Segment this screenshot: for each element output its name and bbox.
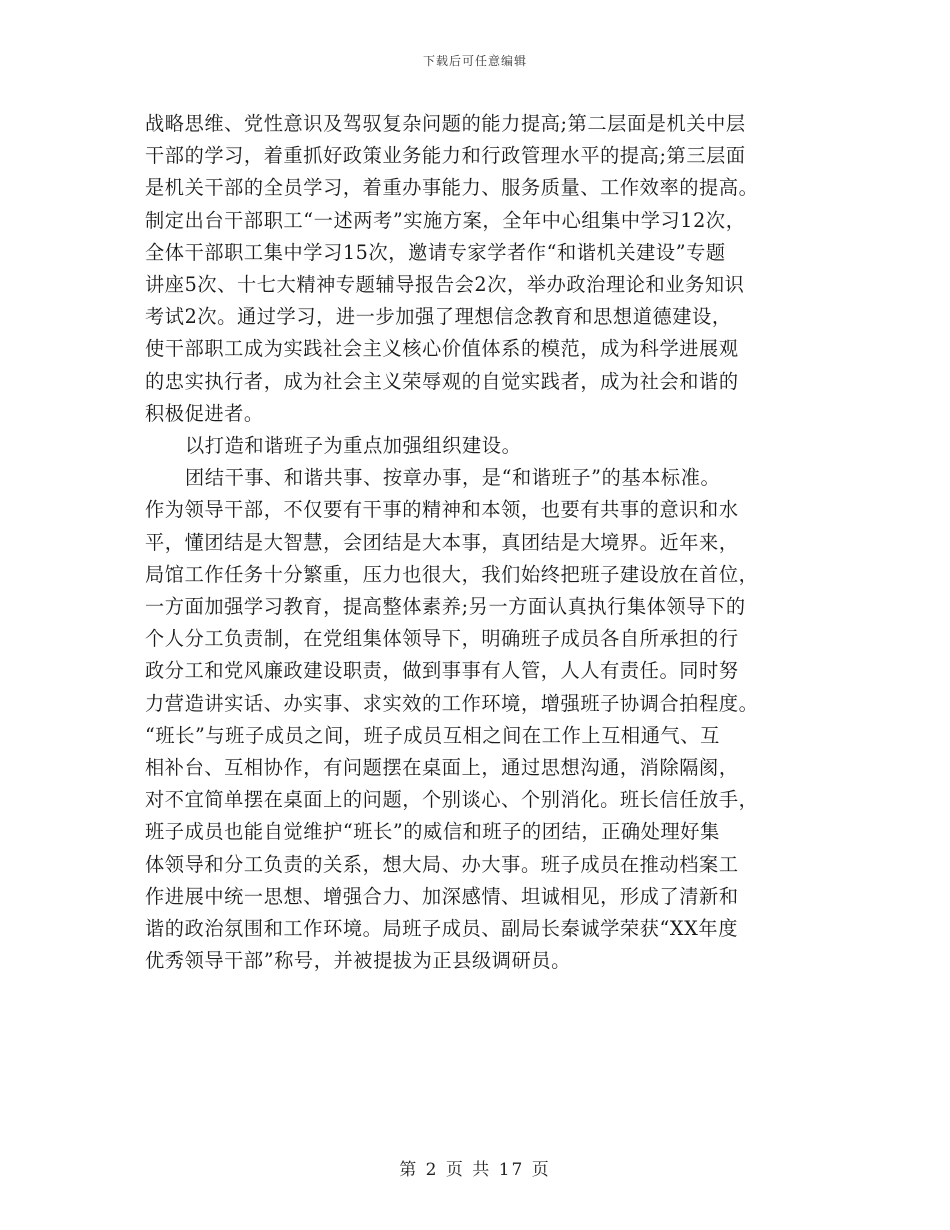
text-line: 局馆工作任务十分繁重，压力也很大，我们始终把班子建设放在首位， bbox=[145, 562, 759, 586]
text-line: 的忠实执行者，成为社会主义荣辱观的自觉实践者，成为社会和谐的 bbox=[145, 369, 739, 393]
text-line: 个人分工负责制，在党组集体领导下，明确班子成员各自所承担的行 bbox=[145, 627, 739, 651]
text-line: 一方面加强学习教育，提高整体素养;另一方面认真执行集体领导下的 bbox=[145, 595, 746, 619]
text-line: 以打造和谐班子为重点加强组织建设。 bbox=[185, 434, 522, 458]
paragraph bbox=[145, 108, 815, 430]
text-line: 谐的政治氛围和工作环境。局班子成员、副局长秦诚学荣获“XX年度 bbox=[145, 917, 738, 941]
text-line: 优秀领导干部”称号，并被提拔为正县级调研员。 bbox=[145, 949, 571, 973]
text-line: 作进展中统一思想、增强合力、加深感情、坦诚相见，形成了清新和 bbox=[145, 884, 739, 908]
text-line: 考试2次。通过学习，进一步加强了理想信念教育和思想道德建设， bbox=[145, 305, 732, 329]
text-line: 相补台、互相协作，有问题摆在桌面上，通过思想沟通，消除隔阂， bbox=[145, 756, 739, 780]
text-line: 制定出台干部职工“一述两考”实施方案，全年中心组集中学习12次， bbox=[145, 208, 746, 232]
text-line: “班长”与班子成员之间，班子成员互相之间在工作上互相通气、互 bbox=[145, 723, 720, 747]
text-line: 体领导和分工负责的关系，想大局、办大事。班子成员在推动档案工 bbox=[145, 852, 739, 876]
text-line: 积极促进者。 bbox=[145, 401, 264, 425]
page-number: 第 2 页 共 17 页 bbox=[399, 1160, 551, 1180]
text-line: 干部的学习，着重抓好政策业务能力和行政管理水平的提高;第三层面 bbox=[145, 144, 746, 168]
text-line: 政分工和党风廉政建设职责，做到事事有人管，人人有责任。同时努 bbox=[145, 659, 739, 683]
text-line: 作为领导干部，不仅要有干事的精神和本领，也要有共事的意识和水 bbox=[145, 498, 739, 522]
text-line: 讲座5次、十七大精神专题辅导报告会2次，举办政治理论和业务知识 bbox=[145, 273, 745, 297]
page-header-note: 下载后可任意编辑 bbox=[422, 54, 527, 68]
text-line: 全体干部职工集中学习15次，邀请专家学者作“和谐机关建设”专题 bbox=[145, 240, 726, 264]
text-line: 力营造讲实话、办实事、求实效的工作环境，增强班子协调合拍程度。 bbox=[145, 691, 759, 715]
text-line: 平，懂团结是大智慧，会团结是大本事，真团结是大境界。近年来， bbox=[145, 530, 739, 554]
text-line: 对不宜简单摆在桌面上的问题，个别谈心、个别消化。班长信任放手， bbox=[145, 788, 759, 812]
text-line: 战略思维、党性意识及驾驭复杂问题的能力提高;第二层面是机关中层 bbox=[145, 112, 746, 135]
text-line: 是机关干部的全员学习，着重办事能力、服务质量、工作效率的提高。 bbox=[145, 176, 759, 200]
document-body bbox=[145, 108, 815, 977]
section-heading bbox=[145, 430, 815, 462]
paragraph bbox=[145, 462, 815, 977]
text-line: 使干部职工成为实践社会主义核心价值体系的模范，成为科学进展观 bbox=[145, 337, 739, 361]
text-line: 班子成员也能自觉维护“班长”的威信和班子的团结，正确处理好集 bbox=[145, 820, 720, 844]
text-line: 团结干事、和谐共事、按章办事，是“和谐班子”的基本标准。 bbox=[185, 466, 721, 490]
